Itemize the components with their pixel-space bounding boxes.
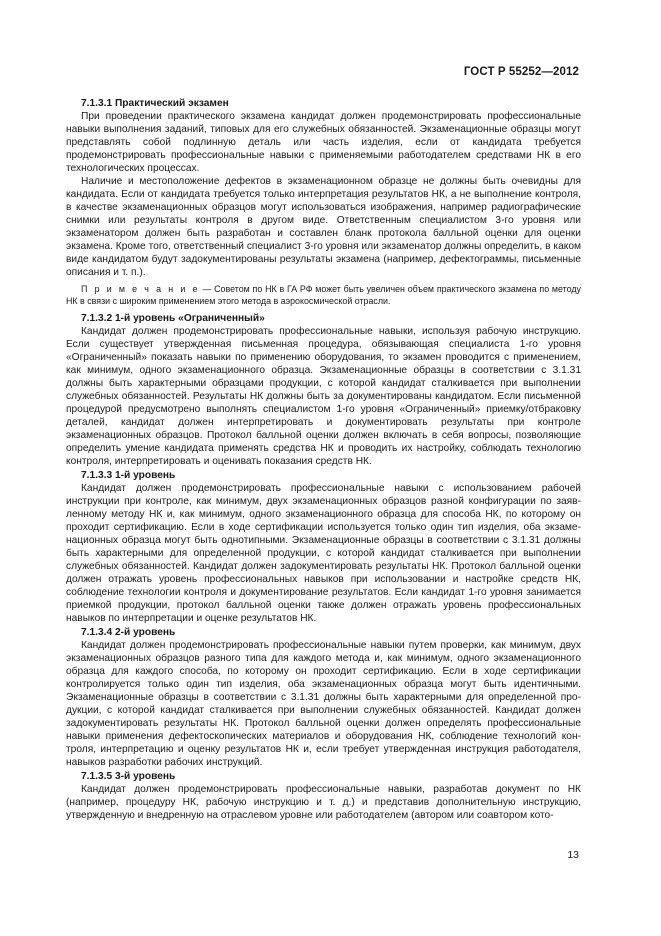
document-id: ГОСТ Р 55252—2012 [463,66,579,78]
paragraph: Кандидат должен продемонстрировать профессиональные навыки путем проверки, как минимум, двух экзаменационных образцов разного типа для каждого метода и, как минимум, одного экзаменационного образца для каждого способа, по которому он проходит сертификацию. Если в ходе сертификации контролируется только один тип изделия, оба экзаменационных образца могут быть идентичными. Экзаменационные образцы в соответствии с 3.1.31 должны быть характерными для определенной продукции, с которой кандидат сталкивается при выполнении служебных обязанностей. Кандидат должен задокументировать результаты НК. Протокол балльной оценки должен определять профессиональные навыки применения дефектоскопических материалов и оборудования НК, соблюдение технологий контроля, интерпретацию и оценку результатов НК и, если требует утвержденная инструкция работодателя, навыков разработки рабочих инструкций. [66,640,581,768]
note [66,283,581,307]
note-text: — Советом по НК в ГА РФ может быть увеличен объем практического экзамена по методу НК в связи с широким применением этого метода в аэрокосмической отрасли. [66,284,581,306]
page-body [66,96,581,822]
paragraph: Кандидат должен продемонстрировать профессиональные навыки, разработав документ по НК (например, процедуру НК, рабочую инструкцию и т. д.) и представив дополнительную инструкцию, утвержденную и внедренную на отраслевом уровне или работодателем (автором или соавтором кото- [66,784,581,821]
page-number: 13 [567,849,579,861]
section-heading: 7.1.3.3 1-й уровень [81,470,176,481]
paragraph: Кандидат должен продемонстрировать профессиональные навыки с использованием рабочей инструкции при контроле, как минимум, двух экзаменационных образцов разной конфигурации по заявленному методу НК и, как минимум, одного экзаменационного образца для способа НК, по которому он проходит сертификацию. Если в ходе сертификации используется только один тип изделия, оба экзаменационных образца могут быть однотипными. Экзаменационные образцы в соответствии с 3.1.31 должны быть характерными для определенной продукции, с которой кандидат сталкивается при выполнении служебных обязанностей. Кандидат должен задокументировать результаты НК. Протокол балльной оценки должен отражать уровень профессиональных навыков при использовании и настройке средств НК, соблюдение технологии контроля и документирование результатов. Если кандидат 1-го уровня занимается приемкой продукции, протокол балльной оценки также должен отражать уровень профессиональных навыков по интерпретации и оценке результатов НК. [66,483,581,624]
section-heading: 7.1.3.5 3-й уровень [81,771,176,782]
section-heading: 7.1.3.1 Практический экзамен [81,98,229,109]
paragraph: Наличие и местоположение дефектов в экзаменационном образце не должны быть очевидны для кандидата. Если от кандидата требуется только интерпретация результатов НК, а не выполнение контроля, в качестве экзаменационных образцов могут использоваться изображения, например радиографические снимки или результаты контроля в другом виде. Ответственным специалистом 3-го уровня или экзаменатором должен быть разработан и составлен бланк протокола балльной оценки для оценки экзамена. Кроме того, ответственный специалист 3-го уровня или экзаменатор должны определить, в каком виде кандидатом будут задокументированы результаты экзамена (например, дефектограммы, письменные описания и т. п.). [66,176,581,278]
section-heading: 7.1.3.4 2-й уровень [81,627,176,638]
note-label: П р и м е ч а н и е [81,284,200,294]
section-heading: 7.1.3.2 1-й уровень «Ограниченный» [81,313,265,324]
paragraph: При проведении практического экзамена кандидат должен продемонстрировать профессиональные навыки выполнения заданий, типовых для его служебных обязанностей. Экзаменационные образцы могут представлять собой подлинную деталь или часть изделия, если от кандидата требуется продемонстрировать профессиональные навыки с применяемыми работодателем средствами НК в его технологических процессах. [66,111,581,174]
paragraph: Кандидат должен продемонстрировать профессиональные навыки, используя рабочую инструкцию. Если существует утвержденная письменная процедура, обязывающая специалиста 1-го уровня «Ограниченный» показать навыки по применению оборудования, то экзамен проводится с применением, как минимум, одного экзаменационного образца. Экзаменационные образцы в соответствии с 3.1.31 должны быть характерными образцами продукции, с которой кандидат сталкивается при выполнении служебных обязанностей. Результаты НК должны быть за документированы кандидатом. Если письменной процедурой предусмотрено выполнять специалистом 1-го уровня «Ограниченный» приемку/отбраковку деталей, кандидат должен интерпретировать и документировать результаты при контроле экзаменационных образцов. Протокол балльной оценки должен включать в себя вопросы, позволяющие определить умение кандидата применять средства НК и проводить их настройку, соблюдать технологию контроля, интерпретировать и оценивать показания средств НК. [66,326,581,467]
